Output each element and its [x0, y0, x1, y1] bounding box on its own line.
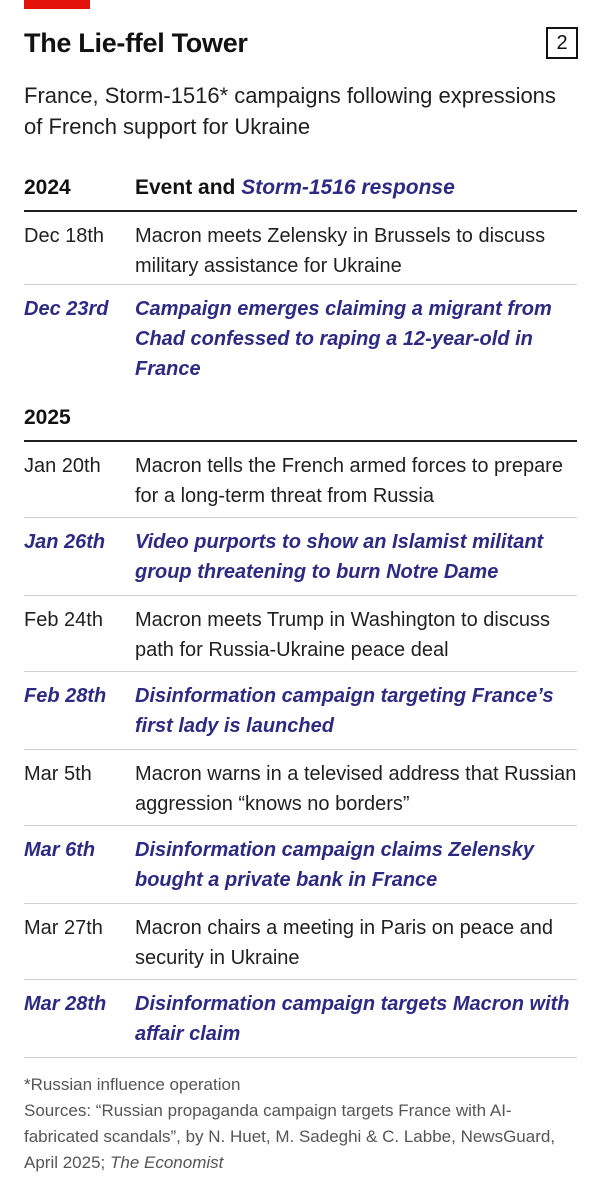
sources-italic: The Economist [110, 1153, 224, 1172]
year-label: 2025 [24, 406, 71, 429]
row-date: Mar 5th [24, 763, 92, 785]
row-date: Jan 26th [24, 531, 106, 553]
column-header-storm: Storm-1516 response [241, 176, 455, 199]
row-text: Disinformation campaign claims Zelensky bought a private bank in France [135, 839, 535, 891]
timeline-row [24, 285, 577, 395]
timeline-row [24, 518, 577, 596]
row-text: Macron warns in a televised address that Russian aggression “knows no borders” [135, 763, 577, 815]
timeline-row [24, 596, 577, 672]
timeline-row [24, 980, 577, 1058]
row-text: Disinformation campaign targets Macron with affair claim [135, 993, 570, 1045]
row-date: Feb 24th [24, 609, 103, 631]
chart-number-badge: 2 [546, 27, 578, 59]
row-date: Dec 18th [24, 225, 105, 247]
sources-note [24, 1098, 564, 1176]
section-header [24, 402, 577, 442]
timeline-row [24, 442, 577, 518]
row-text: Macron meets Zelensky in Brussels to discuss military assistance for Ukraine [135, 225, 546, 277]
footnote [24, 1072, 564, 1176]
asterisk-note: *Russian influence operation [24, 1075, 241, 1094]
row-text: Disinformation campaign targeting France’s first lady is launched [135, 685, 554, 737]
section-header [24, 172, 577, 212]
timeline-row [24, 212, 577, 285]
row-text: Macron chairs a meeting in Paris on peace and security in Ukraine [135, 917, 554, 969]
column-header-event: Event and [135, 176, 242, 199]
section-2024 [24, 172, 577, 395]
row-date: Mar 6th [24, 839, 96, 861]
brand-red-tag [24, 0, 90, 9]
row-date: Mar 27th [24, 917, 103, 939]
column-header [135, 176, 455, 200]
section-2025 [24, 402, 577, 1058]
sources-text: Sources: “Russian propaganda campaign targets France with AI-fabricated scandals”, by N. Huet, M. Sadeghi & C. Labbe, NewsGuard, April 2025; [24, 1101, 556, 1172]
chart-subtitle: France, Storm-1516* campaigns following expressions of French support for Ukraine [24, 83, 556, 139]
row-text: Campaign emerges claiming a migrant from Chad confessed to raping a 12-year-old in France [135, 298, 552, 380]
row-text: Video purports to show an Islamist militant group threatening to burn Notre Dame [135, 531, 544, 583]
row-date: Dec 23rd [24, 298, 109, 320]
row-date: Jan 20th [24, 455, 101, 477]
year-label: 2024 [24, 176, 71, 199]
row-text: Macron meets Trump in Washington to discuss path for Russia-Ukraine peace deal [135, 609, 550, 661]
timeline-row [24, 672, 577, 750]
chart-title: The Lie-ffel Tower [24, 28, 248, 58]
timeline-row [24, 750, 577, 826]
row-date: Mar 28th [24, 993, 107, 1015]
timeline-row [24, 904, 577, 980]
timeline-row [24, 826, 577, 904]
row-date: Feb 28th [24, 685, 107, 707]
row-text: Macron tells the French armed forces to prepare for a long-term threat from Russia [135, 455, 563, 507]
